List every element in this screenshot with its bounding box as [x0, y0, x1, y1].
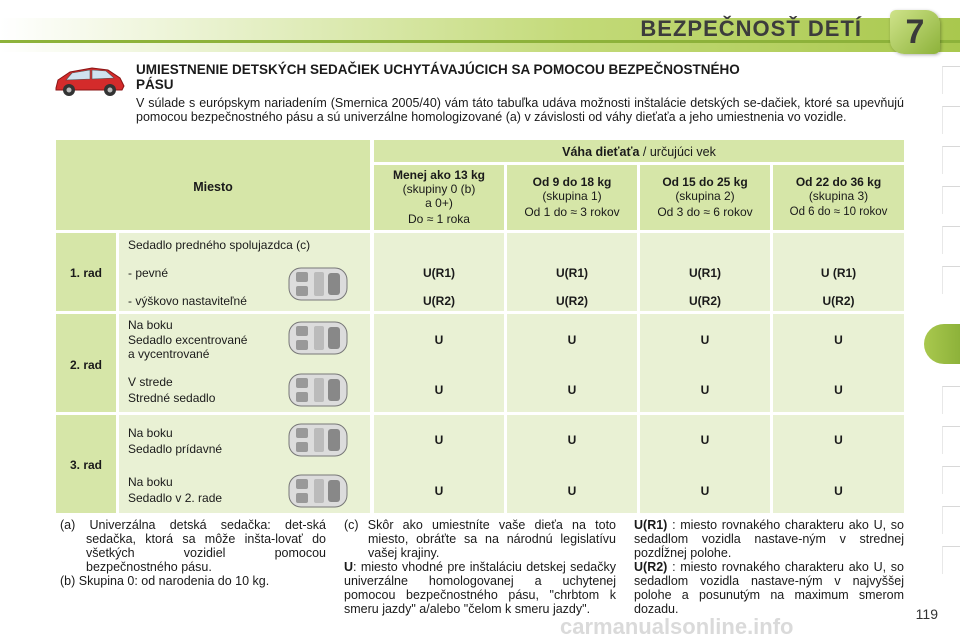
row-desc-2-e: Stredné sedadlo [128, 391, 216, 405]
row-desc-3-c: Na boku [128, 475, 173, 489]
page-number: 119 [915, 606, 938, 622]
footnote-r2 [634, 560, 904, 616]
value-r2: U(R2) [689, 294, 721, 308]
side-tab [942, 426, 960, 454]
value-u: U [434, 433, 444, 447]
column-group-2: a 0+) [425, 196, 453, 210]
seat-diagram-icon [288, 473, 348, 509]
column-age: Od 6 do ≈ 10 rokov [789, 206, 888, 218]
row-desc-1-c: - výškovo nastaviteľné [128, 294, 247, 308]
side-tab-active [924, 324, 960, 364]
value-cell [773, 314, 904, 412]
car-icon [52, 60, 128, 100]
side-tab [942, 266, 960, 294]
column-group: (skupina 1) [542, 189, 602, 203]
side-tabs [930, 66, 960, 626]
row-desc-3-a: Na boku [128, 426, 173, 440]
footnote-c: (c) Skôr ako umiestníte vaše dieťa na toto miesto, obráťte sa na národnú legislatívu vašej krajiny. [344, 518, 616, 560]
side-tab [942, 226, 960, 254]
value-u: U [834, 484, 843, 498]
column-age: Od 3 do ≈ 6 rokov [657, 205, 753, 219]
section-title: UMIESTNENIE DETSKÝCH SEDAČIEK UCHYTÁVAJÚCICH SA POMOCOU BEZPEČNOSTNÉHO PÁSU [136, 62, 740, 92]
value-u: U [567, 333, 577, 347]
column-header-1 [507, 175, 637, 219]
value-r1: U (R1) [820, 266, 857, 280]
intro-text: V súlade s európskym nariadením (Smernica 2005/40) vám táto tabuľka udáva možnosti inštalácie detských se-dačiek, ktoré sa upevňujú pomocou bezpečnostného pásu a sú univerzálne homologizované (a) v závislosti od váhy dieťaťa a jeho umiestnenia vo vozidle. [136, 96, 904, 124]
seat-diagram-icon [288, 320, 348, 356]
side-tab [942, 186, 960, 214]
side-tab [942, 506, 960, 534]
column-title: Od 22 do 36 kg [795, 175, 882, 189]
column-group: (skupina 2) [675, 189, 735, 203]
value-cell [374, 314, 504, 412]
value-u: U [567, 383, 577, 397]
footnote-r1-label: U(R1) [634, 518, 668, 532]
side-tab [942, 386, 960, 414]
row-desc-3-d: Sedadlo v 2. rade [128, 491, 223, 505]
page-title: BEZPEČNOSŤ DETÍ [640, 16, 862, 41]
value-r1: U(R1) [556, 266, 588, 280]
side-tab [942, 66, 960, 94]
chapter-number: 7 [905, 12, 925, 51]
row-desc-1-b: - pevné [128, 266, 169, 280]
column-title: Od 15 do 25 kg [662, 175, 748, 189]
value-cell [640, 415, 770, 513]
value-cell [507, 314, 637, 412]
row-desc-2-d: V strede [128, 375, 173, 389]
footnote-a: (a) Univerzálna detská sedačka: det-ská sedačka, ktorá sa môže inšta-lovať do všetkých vozidiel pomocou bezpečnostného pásu. [60, 518, 326, 574]
watermark: carmanualsonline.info [560, 614, 794, 639]
row-desc-2-b: Sedadlo excentrované [128, 333, 248, 347]
place-header: Miesto [193, 180, 233, 194]
weight-header [374, 145, 904, 159]
value-u: U [700, 484, 710, 498]
footnote-r2-text: : miesto rovnakého charakteru ako U, so sedadlom vozidla nastave-ným v najvyššej polohe a posunutým na maximum smerom dozadu. [634, 560, 904, 616]
value-cell [773, 415, 904, 513]
value-u: U [700, 383, 710, 397]
side-tab [942, 146, 960, 174]
row-desc-2-a: Na boku [128, 318, 173, 332]
weight-header-suffix: / určujúci vek [639, 145, 716, 159]
value-u: U [567, 433, 577, 447]
footnote-u-text: : miesto vhodné pre inštaláciu detskej sedačky univerzálne homologovanej a uchytenej pomocou bezpečnostného pásu, "chrbtom k smeru jazdy" a/alebo "čelom k smeru jazdy". [344, 560, 616, 616]
seat-diagram-icon [288, 266, 348, 302]
value-u: U [834, 333, 843, 347]
value-u: U [834, 383, 843, 397]
value-u: U [700, 333, 710, 347]
row-label-3: 3. rad [69, 458, 102, 472]
value-u: U [434, 383, 444, 397]
value-cell [640, 314, 770, 412]
column-header-0 [374, 168, 504, 226]
row-desc-3-b: Sedadlo prídavné [128, 442, 223, 456]
side-tab [942, 546, 960, 574]
column-age: Do ≈ 1 roka [408, 212, 470, 226]
seat-diagram-icon [288, 372, 348, 408]
column-age: Od 1 do ≈ 3 rokov [524, 205, 620, 219]
value-u: U [434, 484, 444, 498]
value-r1: U(R1) [423, 266, 455, 280]
footnote-u [344, 560, 616, 616]
column-group: (skupiny 0 (b) [402, 182, 476, 196]
value-r2: U(R2) [423, 294, 455, 308]
weight-header-bold: Váha dieťaťa [562, 145, 640, 159]
side-tab [942, 466, 960, 494]
side-tab [942, 106, 960, 134]
row-desc-1-a: Sedadlo predného spolujazdca (c) [128, 238, 311, 252]
footnote-u-label: U [344, 560, 354, 574]
row-label-2: 2. rad [69, 358, 102, 372]
value-cell [507, 415, 637, 513]
value-r1: U(R1) [689, 266, 721, 280]
value-u: U [834, 433, 843, 447]
column-header-3 [773, 175, 904, 219]
value-u: U [567, 484, 577, 498]
value-u: U [700, 433, 710, 447]
column-header-2 [640, 175, 770, 219]
value-r2: U(R2) [556, 294, 588, 308]
footnote-r1-text: : miesto rovnakého charakteru ako U, so sedadlom vozidla nastave-ným v strednej pozdĺžnej polohe. [634, 518, 904, 560]
column-title: Menej ako 13 kg [392, 168, 486, 182]
footnote-b: (b) Skupina 0: od narodenia do 10 kg. [60, 574, 270, 588]
footnote-r1 [634, 518, 904, 560]
chapter-badge [890, 10, 940, 54]
row-label-1: 1. rad [69, 266, 102, 280]
column-group: (skupina 3) [808, 189, 869, 203]
row-desc-2-c: a vycentrované [128, 347, 210, 361]
value-r2: U(R2) [822, 294, 855, 308]
column-title: Od 9 do 18 kg [532, 175, 612, 189]
value-cell [374, 415, 504, 513]
footnote-r2-label: U(R2) [634, 560, 668, 574]
value-u: U [434, 333, 444, 347]
seat-diagram-icon [288, 422, 348, 458]
